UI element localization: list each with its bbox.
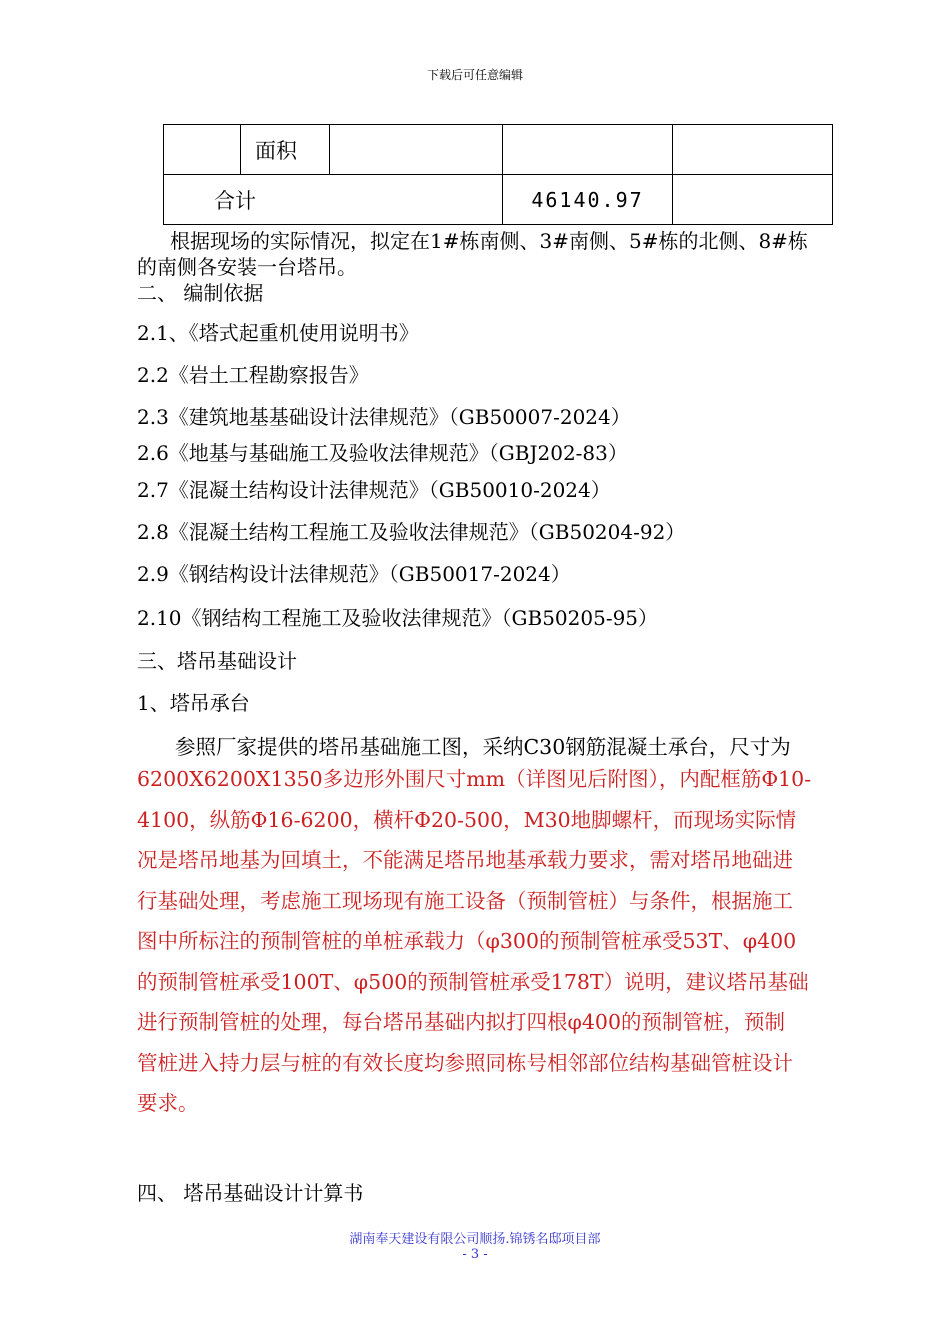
section-2-heading: 二、 编制依据 — [137, 281, 264, 305]
intro-line-1: 根据现场的实际情况，拟定在1#栋南侧、3#南侧、5#栋的北侧、8#栋 — [170, 229, 808, 253]
table-row — [164, 175, 833, 225]
basis-item-1: 2.1、《塔式起重机使用说明书》 — [137, 321, 419, 345]
basis-item-5: 2.7《混凝土结构设计法律规范》（GB50010-2024） — [137, 478, 611, 502]
basis-item-6: 2.8《混凝土结构工程施工及验收法律规范》（GB50204-92） — [137, 520, 686, 544]
design-para-line: 行基础处理，考虑施工现场现有施工设备（预制管桩）与条件，根据施工 — [137, 888, 793, 913]
basis-item-4: 2.6《地基与基础施工及验收法律规范》（GBJ202-83） — [137, 441, 628, 465]
basis-item-3: 2.3《建筑地基基础设计法律规范》（GB50007-2024） — [137, 405, 631, 429]
table-row — [164, 125, 833, 175]
table-cell — [330, 125, 503, 175]
design-para-line: 管桩进入持力层与桩的有效长度均参照同栋号相邻部位结构基础管桩设计 — [137, 1050, 793, 1075]
total-value-cell: 46140.97 — [503, 175, 673, 225]
intro-line-2: 的南侧各安装一台塔吊。 — [137, 255, 357, 279]
section-3-heading: 三、塔吊基础设计 — [137, 649, 297, 673]
header-note: 下载后可任意编辑 — [426, 68, 523, 82]
design-para-red — [137, 759, 850, 1124]
design-para-line: 进行预制管桩的处理，每台塔吊基础内拟打四根φ400的预制管桩，预制 — [137, 1010, 785, 1034]
design-para-line: 图中所标注的预制管桩的单桩承载力（φ300的预制管桩承受53T、φ400 — [137, 929, 797, 953]
basis-item-7: 2.9《钢结构设计法律规范》（GB50017-2024） — [137, 562, 571, 586]
area-table — [163, 124, 833, 225]
design-para-line: 6200X6200X1350多边形外围尺寸mm（详图见后附图），内配框筋Φ10- — [137, 767, 812, 791]
basis-item-2: 2.2《岩土工程勘察报告》 — [137, 363, 369, 387]
basis-item-8: 2.10《钢结构工程施工及验收法律规范》（GB50205-95） — [137, 606, 659, 630]
footer-page-number: - 3 - — [462, 1247, 488, 1262]
table-cell — [673, 125, 833, 175]
table-cell — [164, 125, 241, 175]
sub-heading-tower-cap: 1、塔吊承台 — [137, 691, 250, 715]
design-para-line: 要求。 — [137, 1091, 199, 1115]
design-para-line-1: 参照厂家提供的塔吊基础施工图，采纳C30钢筋混凝土承台，尺寸为 — [175, 735, 791, 759]
design-para-line: 况是塔吊地基为回填土，不能满足塔吊地基承载力要求，需对塔吊地础进 — [137, 848, 793, 872]
design-para-line: 的预制管桩承受100T、φ500的预制管桩承受178T）说明，建议塔吊基础 — [137, 969, 809, 994]
table-cell — [673, 175, 833, 225]
design-para-line: 4100，纵筋Φ16-6200，横杆Φ20-500，M30地脚螺杆，而现场实际情 — [137, 807, 797, 832]
footer-company: 湖南奉天建设有限公司顺扬.锦锈名邸项目部 — [349, 1232, 601, 1247]
total-label-cell: 合计 — [164, 175, 503, 225]
area-label-cell: 面积 — [241, 125, 330, 175]
table-cell — [503, 125, 673, 175]
section-4-heading: 四、 塔吊基础设计计算书 — [137, 1181, 364, 1205]
